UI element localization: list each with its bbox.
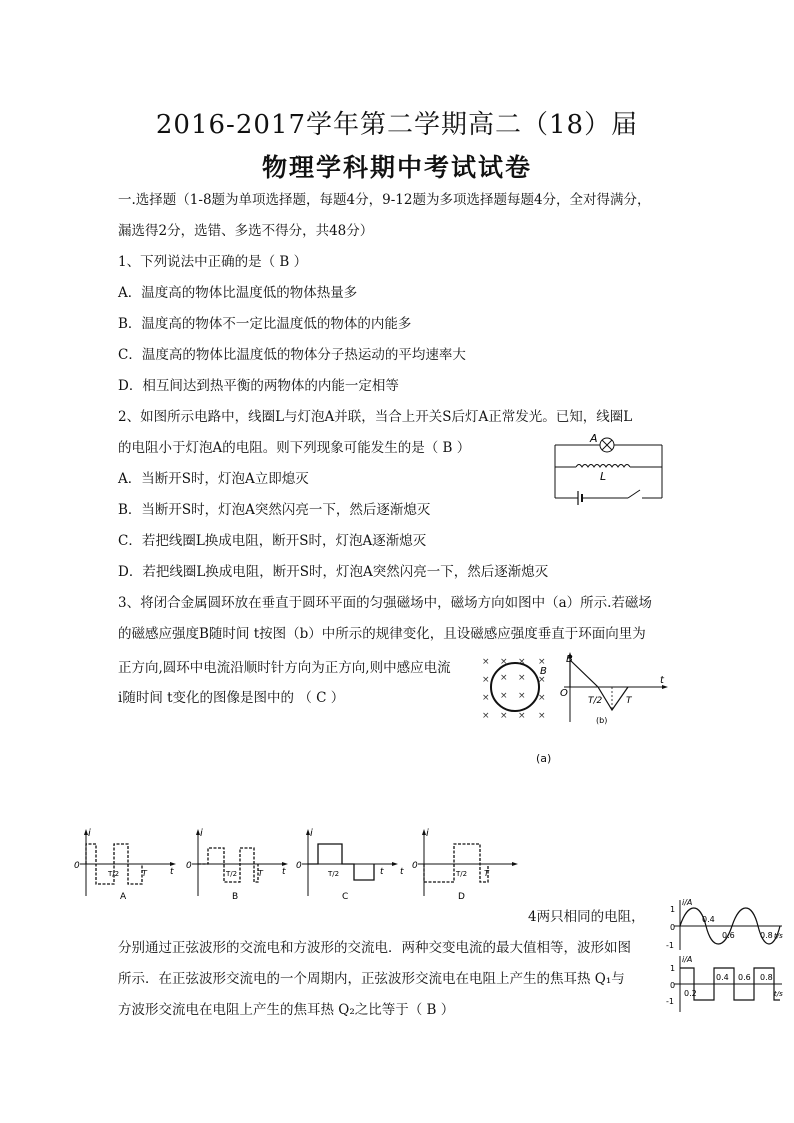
svg-text:B: B xyxy=(540,666,547,677)
svg-text:t/s: t/s xyxy=(774,990,783,998)
svg-text:×: × xyxy=(518,673,526,683)
svg-text:0: 0 xyxy=(670,981,676,990)
coil-icon xyxy=(576,465,630,468)
option-graph-d xyxy=(400,828,518,902)
svg-text:×: × xyxy=(500,711,508,721)
square-wave-graph xyxy=(666,955,783,1012)
svg-text:0.6: 0.6 xyxy=(738,973,751,982)
svg-text:×: × xyxy=(518,691,526,701)
svg-text:×: × xyxy=(482,711,490,721)
sine-wave-graph xyxy=(666,898,783,950)
option-graph-c xyxy=(296,828,398,902)
svg-text:t: t xyxy=(282,867,286,877)
svg-text:×: × xyxy=(500,691,508,701)
svg-text:t/s: t/s xyxy=(774,932,783,940)
section-intro-line2: 漏选得2分，选错、多选不得分，共48分） xyxy=(118,223,374,239)
svg-text:0.8: 0.8 xyxy=(760,973,773,982)
svg-text:i: i xyxy=(426,828,429,839)
q1-option-c: C．温度高的物体比温度低的物体分子热运动的平均速率大 xyxy=(118,347,466,363)
q4-line4: 方波形交流电在电阻上产生的焦耳热 Q₂之比等于（ B ） xyxy=(118,1002,455,1018)
b-axis-label: B xyxy=(566,654,573,665)
svg-text:×: × xyxy=(538,693,546,703)
svg-text:0.6: 0.6 xyxy=(722,931,735,940)
svg-text:1: 1 xyxy=(670,964,676,973)
q4-line1: 4两只相同的电阻， xyxy=(528,909,645,925)
svg-text:0.8: 0.8 xyxy=(760,931,773,940)
coil-label: L xyxy=(600,470,607,483)
svg-text:0: 0 xyxy=(186,861,192,871)
svg-text:0: 0 xyxy=(296,861,302,871)
svg-text:T: T xyxy=(142,869,147,878)
svg-text:T: T xyxy=(258,869,263,878)
q4-waveforms-figure xyxy=(660,896,788,1016)
svg-text:t: t xyxy=(170,867,174,877)
b-origin-label: O xyxy=(560,688,568,699)
svg-text:i: i xyxy=(200,828,203,839)
svg-text:0.4: 0.4 xyxy=(716,973,729,982)
svg-text:×: × xyxy=(538,675,546,685)
svg-text:0: 0 xyxy=(412,861,418,871)
q4-line2: 分别通过正弦波形的交流电和方波形的交流电．两种交变电流的最大值相等，波形如图 xyxy=(118,940,631,956)
svg-text:i/A: i/A xyxy=(682,955,693,964)
q1-stem: 1、下列说法中正确的是（ B ） xyxy=(118,254,308,270)
option-graph-a xyxy=(74,828,176,902)
svg-text:t: t xyxy=(400,867,404,877)
section-intro-line1: 一.选择题（1-8题为单项选择题，每题4分，9-12题为多项选择题每题4分，全对得满分， xyxy=(118,192,651,208)
switch-icon xyxy=(628,490,640,498)
svg-text:T/2: T/2 xyxy=(456,870,468,878)
q2-stem-line2: 的电阻小于灯泡A的电阻。则下列现象可能发生的是（ B ） xyxy=(118,440,471,456)
figure-a-caption: (a) xyxy=(536,752,552,765)
svg-text:i: i xyxy=(88,828,91,839)
svg-text:×: × xyxy=(538,711,546,721)
svg-text:-1: -1 xyxy=(666,941,674,950)
svg-text:×: × xyxy=(500,657,508,667)
option-graph-b-label: B xyxy=(232,892,239,902)
svg-text:0: 0 xyxy=(74,861,80,871)
svg-text:i: i xyxy=(310,828,313,839)
b-t-axis-label: t xyxy=(660,675,664,686)
q1-option-a: A．温度高的物体比温度低的物体热量多 xyxy=(118,285,358,301)
q2-option-c: C．若把线圈L换成电阻，断开S时，灯泡A逐渐熄灭 xyxy=(118,533,427,549)
q1-option-d: D．相互间达到热平衡的两物体的内能一定相等 xyxy=(118,378,399,394)
ring-field-figure xyxy=(478,652,556,722)
option-graph-a-label: A xyxy=(120,892,127,902)
svg-text:T/2: T/2 xyxy=(328,870,340,878)
q4-line3: 所示．在正弦波形交流电的一个周期内，正弦波形交流电在电阻上产生的焦耳热 Q₁与 xyxy=(118,971,625,987)
q1-option-b: B．温度高的物体不一定比温度低的物体的内能多 xyxy=(118,316,412,332)
svg-text:i/A: i/A xyxy=(682,898,693,907)
svg-text:×: × xyxy=(538,657,546,667)
metal-ring xyxy=(491,663,539,711)
svg-text:T: T xyxy=(484,869,489,878)
svg-text:×: × xyxy=(482,657,490,667)
lamp-label: A xyxy=(590,432,598,445)
svg-text:×: × xyxy=(482,675,490,685)
svg-text:×: × xyxy=(518,711,526,721)
q3-line2: 的磁感应强度B随时间 t按图（b）中所示的规律变化，且设磁感应强度垂直于环面向里为 xyxy=(118,626,646,642)
svg-text:T/2: T/2 xyxy=(226,870,238,878)
q2-option-a: A．当断开S时，灯泡A立即熄灭 xyxy=(118,471,309,487)
b-half-period-label: T/2 xyxy=(588,696,603,706)
svg-text:×: × xyxy=(482,693,490,703)
svg-text:0: 0 xyxy=(670,923,676,932)
svg-text:×: × xyxy=(518,657,526,667)
svg-text:t: t xyxy=(380,867,384,877)
q2-stem-line1: 2、如图所示电路中，线圈L与灯泡A并联，当合上开关S后灯A正常发光。已知，线圈L xyxy=(118,409,633,425)
svg-text:1: 1 xyxy=(670,905,676,914)
q2-option-d: D．若把线圈L换成电阻，断开S时，灯泡A突然闪亮一下，然后逐渐熄灭 xyxy=(118,564,549,580)
option-graph-d-label: D xyxy=(458,892,465,902)
svg-text:-1: -1 xyxy=(666,997,674,1006)
q3-line4: i随时间 t变化的图像是图中的 （ C ） xyxy=(118,690,345,706)
option-graph-c-label: C xyxy=(342,892,349,902)
q3-line1: 3、将闭合金属圆环放在垂直于圆环平面的匀强磁场中，磁场方向如图中（a）所示.若磁场 xyxy=(118,595,652,611)
svg-text:0.4: 0.4 xyxy=(702,915,715,924)
q3-line3: 正方向,圆环中电流沿顺时针方向为正方向,则中感应电流 xyxy=(118,660,451,676)
exam-title: 2016-2017学年第二学期高二（18）届 xyxy=(155,110,639,140)
option-graphs-row xyxy=(72,826,532,902)
svg-text:0.2: 0.2 xyxy=(684,989,697,998)
circuit-diagram xyxy=(550,430,670,506)
b-t-graph xyxy=(560,650,672,726)
q2-option-b: B．当断开S时，灯泡A突然闪亮一下，然后逐渐熄灭 xyxy=(118,502,431,518)
svg-text:×: × xyxy=(500,673,508,683)
svg-text:T/2: T/2 xyxy=(108,870,120,878)
exam-subtitle: 物理学科期中考试试卷 xyxy=(261,153,532,182)
option-graph-b xyxy=(186,828,288,902)
b-period-label: T xyxy=(626,696,632,706)
figure-b-caption: (b) xyxy=(596,716,608,725)
